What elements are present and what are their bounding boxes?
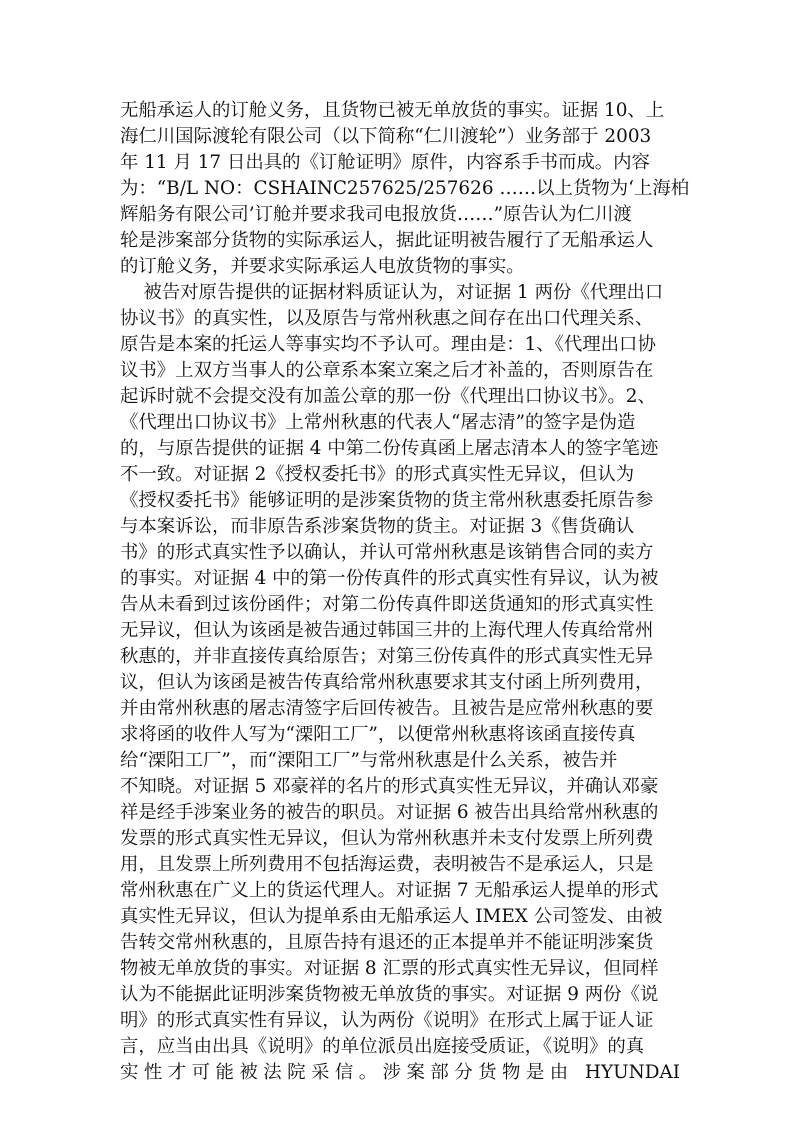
text-line: 常州秋惠在广义上的货运代理人。对证据 7 无船承运人提单的形式	[120, 880, 659, 901]
text-line: 原告是本案的托运人等事实均不予认可。理由是：1、《代理出口协	[120, 334, 656, 355]
text-line: 给“溧阳工厂”，而“溧阳工厂”与常州秋惠是什么关系，被告并	[120, 750, 618, 771]
text-line: 求将函的收件人写为“溧阳工厂”，以便常州秋惠将该函直接传真	[120, 724, 636, 745]
text-line: 轮是涉案部分货物的实际承运人，据此证明被告履行了无船承运人	[120, 230, 654, 251]
text-line-last: 实性才可能被法院采信。涉案部分货物是由 HYUNDAI	[120, 1062, 680, 1083]
text-line: 为：“B/L NO：CSHAINC257625/257626 ……以上货物为‘上海柏	[120, 178, 690, 199]
paragraph-start-line: 被告对原告提供的证据材料质证认为，对证据 1 两份《代理出口	[120, 282, 664, 303]
text-line: 协议书》的真实性，以及原告与常州秋惠之间存在出口代理关系、	[120, 308, 654, 329]
text-line: 辉船务有限公司’订舱并要求我司电报放货……”原告认为仁川渡	[120, 204, 632, 225]
text-line: 起诉时就不会提交没有加盖公章的那一份《代理出口协议书》。2、	[120, 386, 656, 407]
text-line: 告转交常州秋惠的，且原告持有退还的正本提单并不能证明涉案货	[120, 932, 654, 953]
text-line: 《代理出口协议书》上常州秋惠的代表人“屠志清”的签字是伪造	[120, 412, 636, 433]
text-line: 认为不能据此证明涉案货物被无单放货的事实。对证据 9 两份《说	[120, 984, 659, 1005]
text-line: 不一致。对证据 2《授权委托书》的形式真实性无异议，但认为	[120, 464, 635, 485]
text-line: 海仁川国际渡轮有限公司（以下简称“仁川渡轮”）业务部于 2003	[120, 126, 652, 147]
text-line: 与本案诉讼，而非原告系涉案货物的货主。对证据 3《售货确认	[120, 516, 635, 537]
text-line: 用，且发票上所列费用不包括海运费，表明被告不是承运人，只是	[120, 854, 654, 875]
text-line: 并由常州秋惠的屠志清签字后回传被告。且被告是应常州秋惠的要	[120, 698, 654, 719]
text-line: 言，应当由出具《说明》的单位派员出庭接受质证，《说明》的真	[120, 1036, 645, 1057]
text-line: 发票的形式真实性无异议，但认为常州秋惠并未支付发票上所列费	[120, 828, 654, 849]
text-line: 议，但认为该函是被告传真给常州秋惠要求其支付函上所列费用，	[120, 672, 654, 693]
text-line: 秋惠的，并非直接传真给原告；对第三份传真件的形式真实性无异	[120, 646, 654, 667]
text-line: 告从未看到过该份函件；对第二份传真件即送货通知的形式真实性	[120, 594, 654, 615]
text-line: 不知晓。对证据 5 邓豪祥的名片的形式真实性无异议，并确认邓豪	[120, 776, 659, 797]
text-line: 祥是经手涉案业务的被告的职员。对证据 6 被告出具给常州秋惠的	[120, 802, 659, 823]
text-line: 物被无单放货的事实。对证据 8 汇票的形式真实性无异议，但同样	[120, 958, 659, 979]
text-line: 《授权委托书》能够证明的是涉案货物的货主常州秋惠委托原告参	[120, 490, 654, 511]
text-line: 的，与原告提供的证据 4 中第二份传真函上屠志清本人的签字笔迹	[120, 438, 659, 459]
text-line: 书》的形式真实性予以确认，并认可常州秋惠是该销售合同的卖方	[120, 542, 654, 563]
text-line: 的订舱义务，并要求实际承运人电放货物的事实。	[120, 256, 525, 277]
text-line: 无异议，但认为该函是被告通过韩国三井的上海代理人传真给常州	[120, 620, 654, 641]
text-line: 年 11 月 17 日出具的《订舱证明》原件，内容系手书而成。内容	[120, 152, 650, 173]
text-line: 明》的形式真实性有异议，认为两份《说明》在形式上属于证人证	[120, 1010, 654, 1031]
text-line: 的事实。对证据 4 中的第一份传真件的形式真实性有异议，认为被	[120, 568, 659, 589]
document-body	[120, 98, 690, 1086]
text-line: 议书》上双方当事人的公章系本案立案之后才补盖的，否则原告在	[120, 360, 654, 381]
text-line: 无船承运人的订舱义务，且货物已被无单放货的事实。证据 10、上	[120, 100, 665, 121]
text-line: 真实性无异议，但认为提单系由无船承运人 IMEX 公司签发、由被	[120, 906, 663, 927]
